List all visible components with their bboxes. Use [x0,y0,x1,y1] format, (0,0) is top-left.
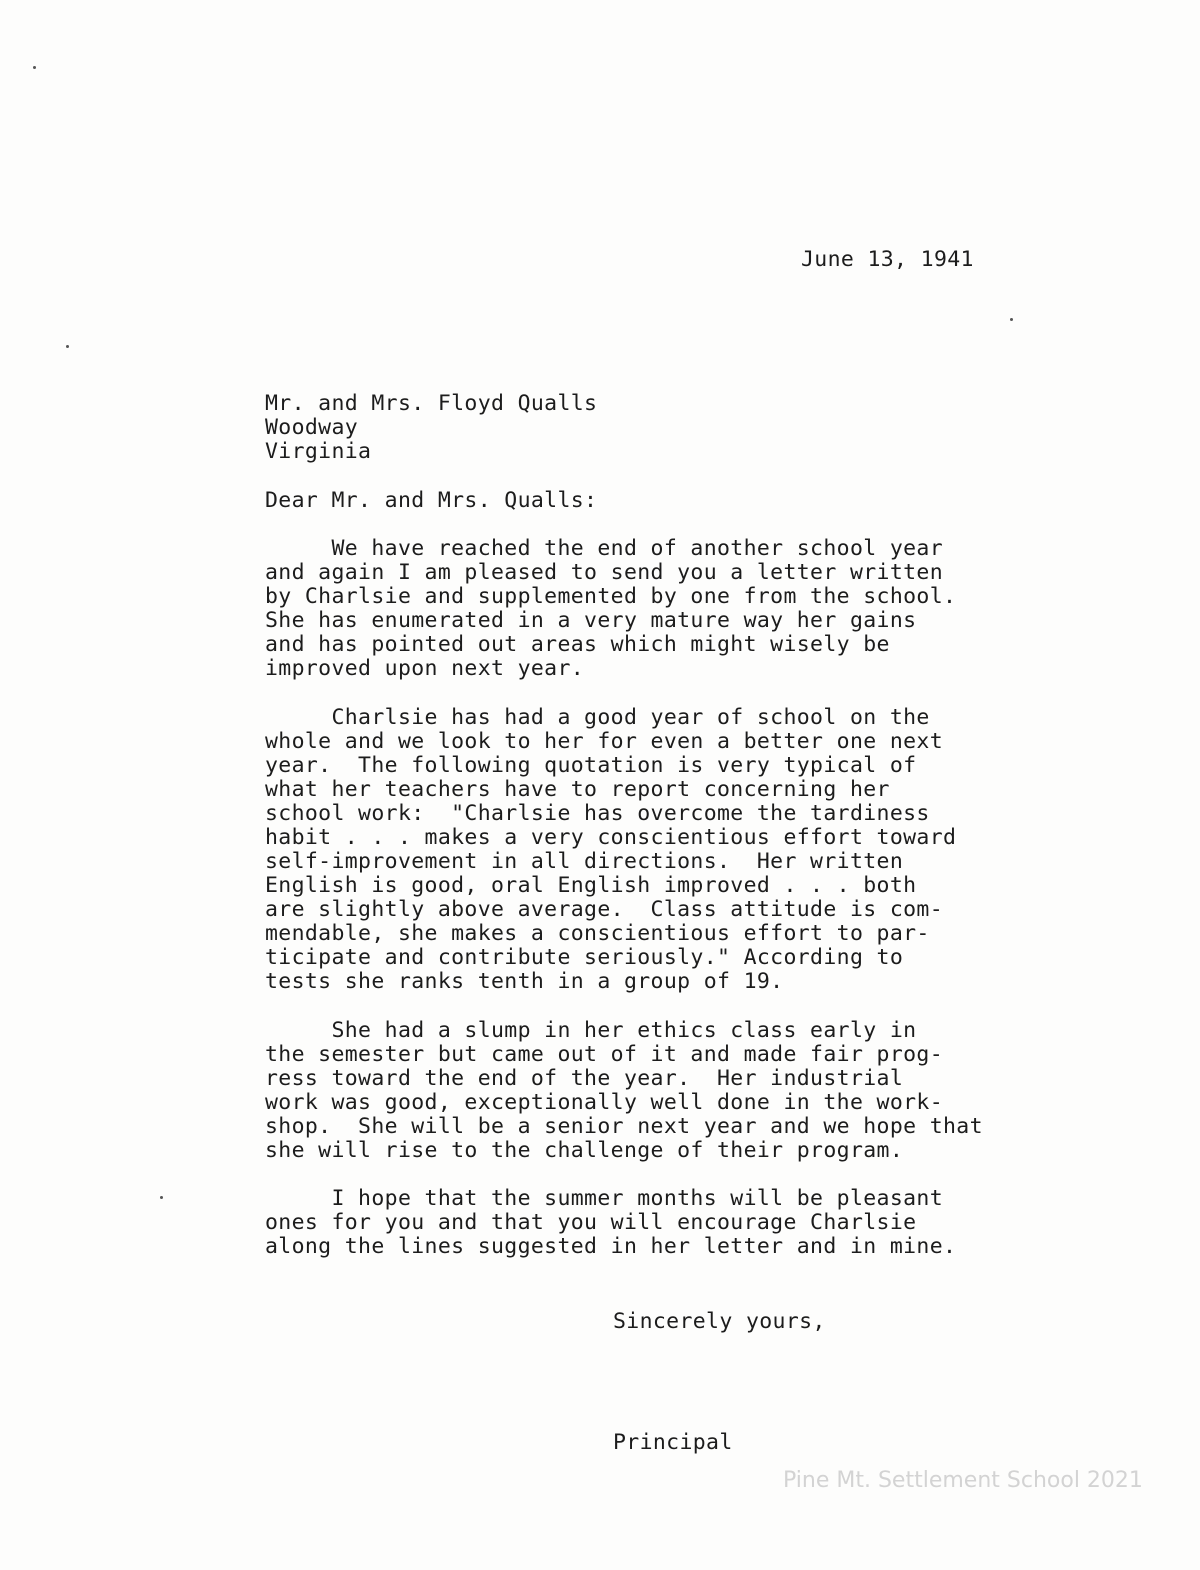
body-line: whole and we look to her for even a better one next [265,729,943,754]
body-paragraph [265,1019,983,1163]
body-line: and again I am pleased to send you a letter written [265,560,943,585]
body-line: improved upon next year. [265,656,585,681]
paper-speck [66,345,69,348]
body-line: what her teachers have to report concerning her [265,777,890,802]
body-line: ticipate and contribute seriously." According to [265,945,904,970]
body-line: Charlsie has had a good year of school on the [265,705,930,730]
body-line: She has enumerated in a very mature way her gains [265,608,917,633]
salutation: Dear Mr. and Mrs. Qualls: [265,488,598,513]
closing: Sincerely yours, [613,1309,826,1334]
body-paragraph [265,1187,956,1259]
body-line: she will rise to the challenge of their program. [265,1138,904,1163]
body-line: She had a slump in her ethics class early in [265,1018,917,1043]
body-line: self-improvement in all directions. Her written [265,849,904,874]
address-line: Virginia [265,439,372,464]
body-line: shop. She will be a senior next year and we hope that [265,1114,983,1139]
body-line: and has pointed out areas which might wisely be [265,632,890,657]
paper-speck [1010,318,1013,321]
paper-speck [160,1196,163,1199]
archive-watermark: Pine Mt. Settlement School 2021 [783,1468,1143,1493]
body-paragraph [265,537,956,681]
signature-title: Principal [613,1430,733,1455]
body-line: ress toward the end of the year. Her industrial [265,1066,904,1091]
body-line: habit . . . makes a very conscientious effort toward [265,825,957,850]
body-line: along the lines suggested in her letter and in mine. [265,1234,957,1259]
paper-speck [33,66,36,69]
address-line: Mr. and Mrs. Floyd Qualls [265,391,598,416]
body-paragraph [265,706,956,994]
body-line: ones for you and that you will encourage Charlsie [265,1210,917,1235]
body-line: are slightly above average. Class attitude is com- [265,897,943,922]
body-line: by Charlsie and supplemented by one from the school. [265,584,957,609]
address-line: Woodway [265,415,359,440]
body-line: We have reached the end of another school year [265,536,943,561]
body-line: work was good, exceptionally well done in the work- [265,1090,943,1115]
body-line: English is good, oral English improved . . . both [265,873,917,898]
body-line: I hope that the summer months will be pleasant [265,1186,943,1211]
body-line: the semester but came out of it and made fair prog- [265,1042,943,1067]
letter-date: June 13, 1941 [801,247,974,272]
recipient-address [265,392,597,464]
body-line: year. The following quotation is very typical of [265,753,917,778]
body-line: tests she ranks tenth in a group of 19. [265,969,784,994]
body-line: school work: "Charlsie has overcome the tardiness [265,801,930,826]
body-line: mendable, she makes a conscientious effort to par- [265,921,930,946]
